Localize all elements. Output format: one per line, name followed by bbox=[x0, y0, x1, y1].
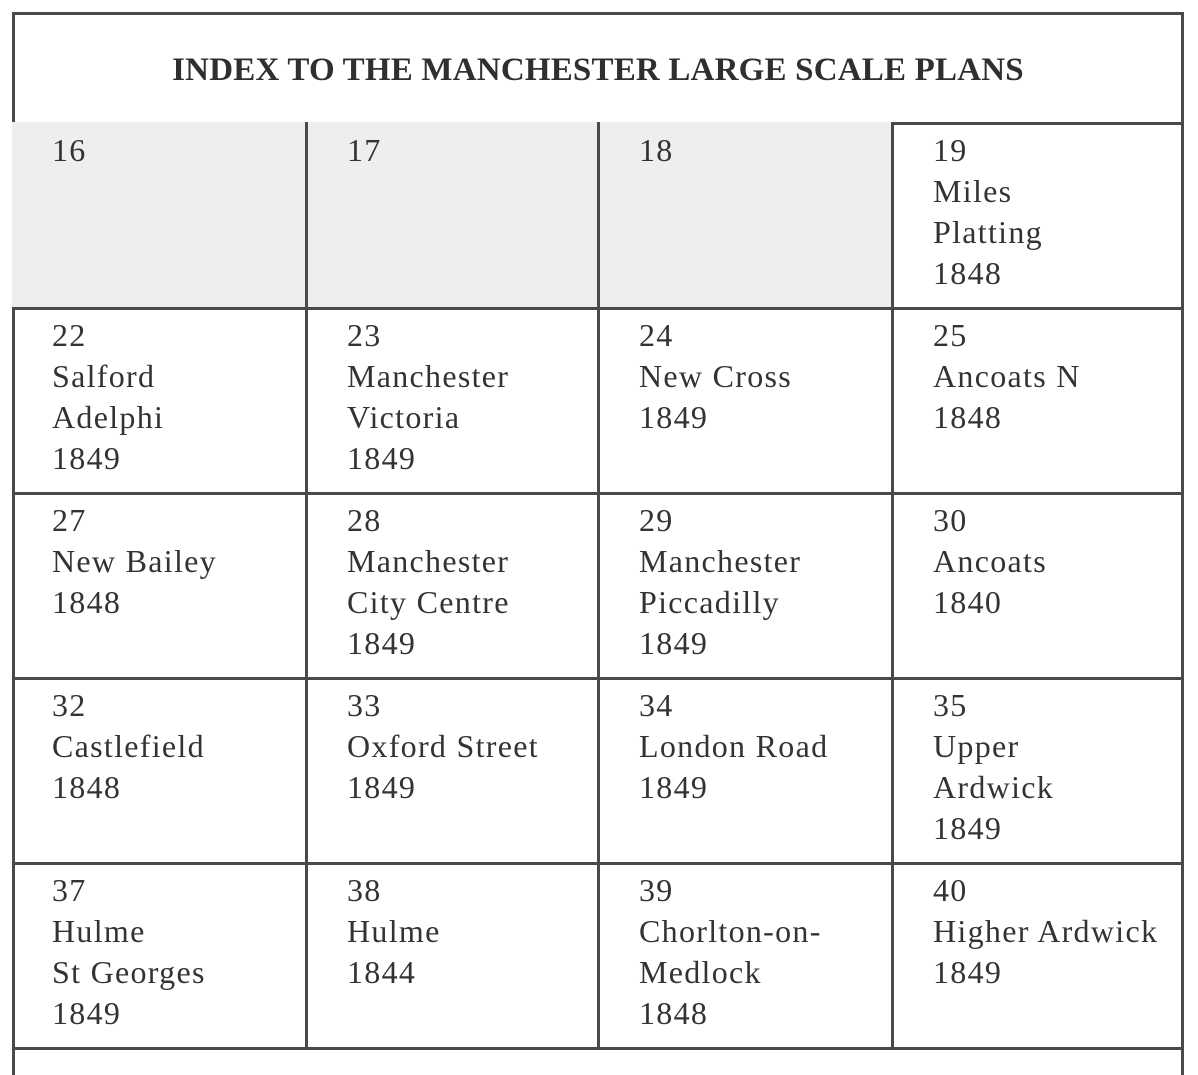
plan-cell bbox=[307, 677, 599, 862]
plan-label-line: Victoria bbox=[347, 399, 461, 435]
plan-cell bbox=[12, 307, 307, 492]
title-bar bbox=[12, 12, 1184, 125]
plan-label-line: 1849 bbox=[933, 810, 1003, 846]
plan-number: 27 bbox=[52, 502, 87, 538]
grid-row bbox=[12, 492, 1184, 680]
plan-number: 34 bbox=[639, 687, 674, 723]
plan-cell bbox=[893, 677, 1184, 862]
plan-number: 16 bbox=[52, 132, 87, 168]
plan-label-line: Platting bbox=[933, 214, 1043, 250]
plan-label-line: Chorlton-on- bbox=[639, 913, 822, 949]
plan-label-line: 1848 bbox=[639, 995, 709, 1031]
index-title: INDEX TO THE MANCHESTER LARGE SCALE PLANS bbox=[172, 51, 1024, 88]
column-divider bbox=[891, 492, 894, 677]
plan-number: 17 bbox=[347, 132, 382, 168]
column-divider bbox=[597, 307, 600, 492]
grid-row bbox=[12, 862, 1184, 1050]
plan-number: 30 bbox=[933, 502, 968, 538]
plan-label-line: 1849 bbox=[347, 440, 417, 476]
plan-label-line: 1849 bbox=[347, 769, 417, 805]
plan-cell bbox=[307, 492, 599, 677]
plan-label-line: London Road bbox=[639, 728, 829, 764]
plan-label-line: Manchester bbox=[347, 543, 510, 579]
plan-number: 39 bbox=[639, 872, 674, 908]
plan-number: 37 bbox=[52, 872, 87, 908]
plan-label-line: Medlock bbox=[639, 954, 762, 990]
column-divider bbox=[597, 122, 600, 307]
plan-label-line: 1848 bbox=[933, 255, 1003, 291]
plan-number: 40 bbox=[933, 872, 968, 908]
column-divider bbox=[305, 122, 308, 307]
column-divider bbox=[305, 862, 308, 1047]
plan-label-line: 1848 bbox=[52, 584, 122, 620]
plan-cell bbox=[12, 862, 307, 1047]
plan-cell bbox=[12, 122, 307, 307]
plan-label-line: Higher Ardwick bbox=[933, 913, 1159, 949]
plan-label-line: 1849 bbox=[52, 440, 122, 476]
plan-label-line: Manchester bbox=[347, 358, 510, 394]
plan-number: 28 bbox=[347, 502, 382, 538]
plan-label-line: New Bailey bbox=[52, 543, 217, 579]
plan-cell bbox=[893, 122, 1184, 307]
plan-label-line: St Georges bbox=[52, 954, 206, 990]
plan-cell bbox=[307, 122, 599, 307]
plan-label-line: Hulme bbox=[52, 913, 146, 949]
plan-number: 35 bbox=[933, 687, 968, 723]
plan-label-line: Oxford Street bbox=[347, 728, 539, 764]
plan-label-line: Hulme bbox=[347, 913, 441, 949]
plan-number: 25 bbox=[933, 317, 968, 353]
plan-label-line: New Cross bbox=[639, 358, 793, 394]
grid-row bbox=[12, 307, 1184, 495]
plan-cell bbox=[599, 677, 893, 862]
column-divider bbox=[891, 122, 894, 307]
plan-label-line: 1849 bbox=[639, 399, 709, 435]
grid-row bbox=[12, 122, 1184, 310]
column-divider bbox=[305, 492, 308, 677]
plan-cell bbox=[307, 307, 599, 492]
plan-cell bbox=[599, 307, 893, 492]
plan-label-line: 1849 bbox=[347, 625, 417, 661]
plan-cell bbox=[893, 307, 1184, 492]
column-divider bbox=[305, 677, 308, 862]
plan-label-line: Miles bbox=[933, 173, 1013, 209]
plan-label-line: 1848 bbox=[933, 399, 1003, 435]
plan-cell bbox=[893, 492, 1184, 677]
plan-number: 29 bbox=[639, 502, 674, 538]
plan-label-line: 1849 bbox=[639, 769, 709, 805]
plan-label-line: 1849 bbox=[639, 625, 709, 661]
plan-number: 32 bbox=[52, 687, 87, 723]
column-divider bbox=[597, 677, 600, 862]
plan-label-line: Castlefield bbox=[52, 728, 205, 764]
plan-number: 18 bbox=[639, 132, 674, 168]
plan-label-line: 1848 bbox=[52, 769, 122, 805]
plan-number: 23 bbox=[347, 317, 382, 353]
plan-cell bbox=[599, 862, 893, 1047]
plan-label-line: 1849 bbox=[933, 954, 1003, 990]
column-divider bbox=[305, 307, 308, 492]
plan-cell bbox=[12, 677, 307, 862]
plan-cell bbox=[599, 122, 893, 307]
plan-cell bbox=[893, 862, 1184, 1047]
plan-number: 19 bbox=[933, 132, 968, 168]
plan-number: 24 bbox=[639, 317, 674, 353]
plan-label-line: Ancoats N bbox=[933, 358, 1081, 394]
plan-number: 33 bbox=[347, 687, 382, 723]
column-divider bbox=[891, 307, 894, 492]
plan-label-line: 1840 bbox=[933, 584, 1003, 620]
plan-cell bbox=[599, 492, 893, 677]
plan-label-line: Ancoats bbox=[933, 543, 1047, 579]
plan-label-line: Piccadilly bbox=[639, 584, 780, 620]
grid-row bbox=[12, 677, 1184, 865]
bottom-empty-row bbox=[12, 1047, 1184, 1075]
plan-label-line: Upper bbox=[933, 728, 1020, 764]
plan-label-line: Adelphi bbox=[52, 399, 165, 435]
plan-label-line: 1849 bbox=[52, 995, 122, 1031]
plan-cell bbox=[307, 862, 599, 1047]
plan-label-line: Salford bbox=[52, 358, 156, 394]
plan-label-line: Ardwick bbox=[933, 769, 1055, 805]
plan-number: 22 bbox=[52, 317, 87, 353]
plan-number: 38 bbox=[347, 872, 382, 908]
column-divider bbox=[891, 862, 894, 1047]
plan-cell bbox=[12, 492, 307, 677]
plan-label-line: Manchester bbox=[639, 543, 802, 579]
plan-label-line: City Centre bbox=[347, 584, 510, 620]
column-divider bbox=[891, 677, 894, 862]
plan-label-line: 1844 bbox=[347, 954, 417, 990]
column-divider bbox=[597, 492, 600, 677]
column-divider bbox=[597, 862, 600, 1047]
